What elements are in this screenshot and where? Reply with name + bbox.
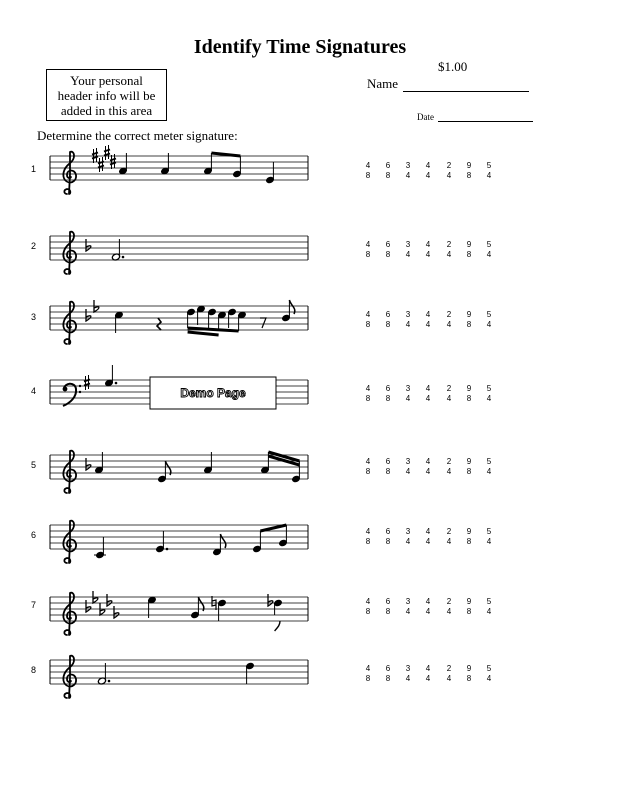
time-signature-denominator: 4 xyxy=(446,467,452,476)
time-signature-numerator: 5 xyxy=(486,457,492,466)
time-signature-option[interactable] xyxy=(443,597,455,617)
time-signature-denominator: 8 xyxy=(466,537,472,546)
time-signature-option[interactable] xyxy=(382,384,394,404)
time-signature-option[interactable] xyxy=(382,664,394,684)
time-signature-numerator: 4 xyxy=(365,161,371,170)
note-icon xyxy=(190,597,203,619)
time-signature-option[interactable] xyxy=(443,664,455,684)
time-signature-option[interactable] xyxy=(463,310,475,330)
time-signature-option[interactable] xyxy=(382,161,394,181)
time-signature-numerator: 6 xyxy=(385,457,391,466)
music-staff xyxy=(50,236,310,262)
header-box-line-1: Your personal xyxy=(70,73,143,88)
time-signature-numerator: 4 xyxy=(365,457,371,466)
time-signature-option[interactable] xyxy=(362,310,374,330)
time-signature-denominator: 4 xyxy=(405,394,411,403)
time-signature-numerator: 5 xyxy=(486,597,492,606)
time-signature-denominator: 8 xyxy=(385,467,391,476)
time-signature-numerator: 5 xyxy=(486,384,492,393)
time-signature-denominator: 4 xyxy=(486,607,492,616)
time-signature-denominator: 4 xyxy=(405,320,411,329)
time-signature-denominator: 4 xyxy=(446,250,452,259)
time-signature-numerator: 9 xyxy=(466,240,472,249)
instructions: Determine the correct meter signature: xyxy=(37,128,238,143)
question-number: 2 xyxy=(31,241,37,251)
time-signature-numerator: 9 xyxy=(466,161,472,170)
beam xyxy=(188,332,219,335)
question-number: 1 xyxy=(31,164,37,174)
time-signature-option[interactable] xyxy=(402,240,414,260)
note-icon xyxy=(245,662,254,684)
time-signature-numerator: 6 xyxy=(385,384,391,393)
music-staff xyxy=(50,156,310,182)
treble-clef-icon xyxy=(63,302,76,344)
note-icon xyxy=(104,365,117,387)
music-staff xyxy=(50,597,310,623)
time-signature-option[interactable] xyxy=(443,384,455,404)
time-signature-numerator: 2 xyxy=(446,384,452,393)
treble-clef-icon xyxy=(63,152,76,194)
time-signature-numerator: 4 xyxy=(425,310,431,319)
demo-page-label: Demo Page xyxy=(180,386,246,400)
time-signature-choices xyxy=(362,240,498,262)
date-field xyxy=(417,111,533,122)
time-signature-denominator: 8 xyxy=(466,171,472,180)
time-signature-numerator: 3 xyxy=(405,597,411,606)
time-signature-numerator: 6 xyxy=(385,664,391,673)
note-icon xyxy=(237,311,246,331)
time-signature-numerator: 4 xyxy=(365,310,371,319)
time-signature-option[interactable] xyxy=(382,527,394,547)
time-signature-option[interactable] xyxy=(362,384,374,404)
time-signature-option[interactable] xyxy=(483,597,495,617)
time-signature-denominator: 4 xyxy=(486,394,492,403)
time-signature-option[interactable] xyxy=(362,161,374,181)
time-signature-option[interactable] xyxy=(443,310,455,330)
time-signature-numerator: 4 xyxy=(425,384,431,393)
note-icon xyxy=(232,156,241,178)
note-icon xyxy=(278,525,287,547)
time-signature-denominator: 4 xyxy=(425,607,431,616)
time-signature-numerator: 5 xyxy=(486,310,492,319)
time-signature-numerator: 6 xyxy=(385,240,391,249)
time-signature-option[interactable] xyxy=(382,310,394,330)
question-number: 7 xyxy=(31,600,37,610)
time-signature-option[interactable] xyxy=(463,161,475,181)
note-icon xyxy=(217,599,226,621)
time-signature-numerator: 5 xyxy=(486,161,492,170)
time-signature-denominator: 8 xyxy=(365,674,371,683)
time-signature-option[interactable] xyxy=(422,310,434,330)
time-signature-numerator: 5 xyxy=(486,240,492,249)
time-signature-numerator: 5 xyxy=(486,527,492,536)
beam xyxy=(211,153,240,156)
time-signature-numerator: 4 xyxy=(425,664,431,673)
flat-sign-icon xyxy=(268,594,273,606)
time-signature-numerator: 6 xyxy=(385,527,391,536)
flat-sign-icon xyxy=(86,458,91,470)
note-icon xyxy=(265,162,274,184)
time-signature-numerator: 6 xyxy=(385,597,391,606)
time-signature-denominator: 4 xyxy=(425,250,431,259)
time-signature-numerator: 4 xyxy=(425,457,431,466)
time-signature-denominator: 4 xyxy=(486,537,492,546)
time-signature-denominator: 4 xyxy=(405,674,411,683)
time-signature-numerator: 3 xyxy=(405,527,411,536)
time-signature-denominator: 8 xyxy=(365,250,371,259)
time-signature-denominator: 4 xyxy=(446,320,452,329)
time-signature-denominator: 4 xyxy=(425,674,431,683)
time-signature-numerator: 4 xyxy=(425,161,431,170)
time-signature-option[interactable] xyxy=(382,597,394,617)
music-staff xyxy=(50,380,310,406)
demo-page-stamp xyxy=(150,377,276,409)
time-signature-denominator: 8 xyxy=(385,674,391,683)
flag xyxy=(275,621,280,631)
time-signature-numerator: 2 xyxy=(446,161,452,170)
time-signature-option[interactable] xyxy=(362,240,374,260)
time-signature-denominator: 8 xyxy=(365,467,371,476)
flat-sign-icon xyxy=(86,309,91,321)
bass-clef-icon xyxy=(63,384,82,406)
time-signature-option[interactable] xyxy=(422,384,434,404)
time-signature-numerator: 9 xyxy=(466,384,472,393)
header-box-line-2: header info will be xyxy=(57,88,156,103)
time-signature-numerator: 3 xyxy=(405,310,411,319)
time-signature-numerator: 2 xyxy=(446,310,452,319)
question-number: 3 xyxy=(31,312,37,322)
header-box-line-3: added in this area xyxy=(60,103,153,118)
time-signature-numerator: 4 xyxy=(365,240,371,249)
time-signature-option[interactable] xyxy=(422,161,434,181)
time-signature-denominator: 8 xyxy=(385,171,391,180)
time-signature-numerator: 5 xyxy=(486,664,492,673)
beam xyxy=(188,328,239,331)
time-signature-choices xyxy=(362,384,498,406)
question-number: 6 xyxy=(31,530,37,540)
flat-sign-icon xyxy=(86,239,91,251)
time-signature-denominator: 8 xyxy=(365,320,371,329)
time-signature-denominator: 4 xyxy=(425,320,431,329)
note-icon xyxy=(95,537,104,559)
time-signature-option[interactable] xyxy=(422,457,434,477)
note-icon xyxy=(155,531,168,553)
worksheet-title: Identify Time Signatures xyxy=(193,36,407,58)
time-signature-choices xyxy=(362,161,498,183)
time-signature-choices xyxy=(362,310,498,332)
time-signature-numerator: 3 xyxy=(405,457,411,466)
time-signature-option[interactable] xyxy=(402,161,414,181)
time-signature-choices xyxy=(362,664,498,686)
music-staff xyxy=(50,306,310,332)
time-signature-numerator: 4 xyxy=(425,527,431,536)
note-icon xyxy=(273,599,282,615)
date-label: Date xyxy=(417,112,434,122)
time-signature-denominator: 4 xyxy=(486,171,492,180)
time-signature-option[interactable] xyxy=(382,457,394,477)
time-signature-denominator: 8 xyxy=(385,537,391,546)
time-signature-denominator: 8 xyxy=(385,607,391,616)
note-icon xyxy=(281,300,294,322)
time-signature-option[interactable] xyxy=(402,597,414,617)
question-number: 5 xyxy=(31,460,37,470)
time-signature-option[interactable] xyxy=(402,384,414,404)
time-signature-numerator: 9 xyxy=(466,310,472,319)
time-signature-denominator: 4 xyxy=(446,394,452,403)
time-signature-option[interactable] xyxy=(362,597,374,617)
flat-sign-icon xyxy=(114,606,119,618)
time-signature-denominator: 8 xyxy=(365,394,371,403)
time-signature-denominator: 4 xyxy=(405,537,411,546)
time-signature-option[interactable] xyxy=(362,457,374,477)
time-signature-option[interactable] xyxy=(443,161,455,181)
time-signature-option[interactable] xyxy=(402,457,414,477)
treble-clef-icon xyxy=(63,451,76,493)
time-signature-numerator: 9 xyxy=(466,457,472,466)
time-signature-denominator: 4 xyxy=(405,250,411,259)
time-signature-option[interactable] xyxy=(463,384,475,404)
time-signature-option[interactable] xyxy=(483,457,495,477)
time-signature-numerator: 9 xyxy=(466,597,472,606)
time-signature-denominator: 8 xyxy=(466,394,472,403)
time-signature-option[interactable] xyxy=(483,664,495,684)
time-signature-denominator: 4 xyxy=(486,320,492,329)
time-signature-denominator: 8 xyxy=(466,607,472,616)
sharp-sign-icon xyxy=(84,375,90,390)
time-signature-option[interactable] xyxy=(382,240,394,260)
time-signature-numerator: 6 xyxy=(385,310,391,319)
time-signature-numerator: 2 xyxy=(446,457,452,466)
time-signature-numerator: 4 xyxy=(365,384,371,393)
time-signature-numerator: 2 xyxy=(446,240,452,249)
eighth-rest-icon xyxy=(260,318,266,328)
time-signature-denominator: 4 xyxy=(425,394,431,403)
time-signature-choices xyxy=(362,457,498,479)
time-signature-option[interactable] xyxy=(463,240,475,260)
music-staff xyxy=(50,455,310,481)
time-signature-option[interactable] xyxy=(463,457,475,477)
time-signature-option[interactable] xyxy=(402,664,414,684)
time-signature-denominator: 4 xyxy=(405,171,411,180)
time-signature-denominator: 8 xyxy=(365,171,371,180)
time-signature-numerator: 9 xyxy=(466,527,472,536)
name-blank-line[interactable] xyxy=(403,78,529,92)
time-signature-choices xyxy=(362,527,498,549)
time-signature-denominator: 4 xyxy=(446,537,452,546)
time-signature-denominator: 8 xyxy=(466,467,472,476)
music-staff xyxy=(50,525,310,551)
note-icon xyxy=(196,305,205,325)
time-signature-denominator: 4 xyxy=(486,674,492,683)
time-signature-option[interactable] xyxy=(443,457,455,477)
music-staff xyxy=(50,660,310,686)
time-signature-numerator: 2 xyxy=(446,527,452,536)
time-signature-numerator: 3 xyxy=(405,161,411,170)
time-signature-option[interactable] xyxy=(483,310,495,330)
time-signature-denominator: 4 xyxy=(486,250,492,259)
time-signature-numerator: 3 xyxy=(405,240,411,249)
time-signature-denominator: 8 xyxy=(385,320,391,329)
time-signature-numerator: 9 xyxy=(466,664,472,673)
time-signature-denominator: 4 xyxy=(425,537,431,546)
treble-clef-icon xyxy=(63,521,76,563)
sharp-sign-icon xyxy=(98,157,104,172)
time-signature-numerator: 4 xyxy=(365,527,371,536)
time-signature-option[interactable] xyxy=(463,664,475,684)
note-icon xyxy=(217,311,226,331)
time-signature-denominator: 4 xyxy=(446,607,452,616)
time-signature-option[interactable] xyxy=(483,161,495,181)
time-signature-denominator: 4 xyxy=(405,607,411,616)
time-signature-denominator: 4 xyxy=(446,171,452,180)
treble-clef-icon xyxy=(63,656,76,698)
time-signature-numerator: 4 xyxy=(365,597,371,606)
flat-sign-icon xyxy=(107,594,112,606)
time-signature-option[interactable] xyxy=(402,527,414,547)
flat-sign-icon xyxy=(86,600,91,612)
note-icon xyxy=(252,531,261,553)
time-signature-option[interactable] xyxy=(443,240,455,260)
time-signature-option[interactable] xyxy=(402,310,414,330)
time-signature-option[interactable] xyxy=(463,527,475,547)
time-signature-numerator: 2 xyxy=(446,597,452,606)
name-field xyxy=(367,76,529,92)
time-signature-denominator: 4 xyxy=(425,467,431,476)
time-signature-option[interactable] xyxy=(483,240,495,260)
time-signature-denominator: 4 xyxy=(425,171,431,180)
personal-header-box xyxy=(46,69,167,121)
time-signature-option[interactable] xyxy=(463,597,475,617)
time-signature-denominator: 4 xyxy=(446,674,452,683)
time-signature-denominator: 4 xyxy=(486,467,492,476)
question-number: 8 xyxy=(31,665,37,675)
beam xyxy=(260,525,286,531)
time-signature-denominator: 8 xyxy=(466,674,472,683)
time-signature-denominator: 8 xyxy=(385,250,391,259)
name-label: Name xyxy=(367,76,399,91)
treble-clef-icon xyxy=(63,232,76,274)
note-icon xyxy=(157,461,170,483)
time-signature-option[interactable] xyxy=(483,527,495,547)
time-signature-numerator: 3 xyxy=(405,664,411,673)
time-signature-numerator: 4 xyxy=(365,664,371,673)
time-signature-numerator: 4 xyxy=(425,597,431,606)
time-signature-denominator: 8 xyxy=(466,320,472,329)
question-number: 4 xyxy=(31,386,37,396)
time-signature-option[interactable] xyxy=(422,240,434,260)
time-signature-denominator: 4 xyxy=(405,467,411,476)
time-signature-option[interactable] xyxy=(422,664,434,684)
sharp-sign-icon xyxy=(104,145,110,160)
time-signature-numerator: 4 xyxy=(425,240,431,249)
sharp-sign-icon xyxy=(92,148,98,163)
time-signature-denominator: 8 xyxy=(365,607,371,616)
date-blank-line[interactable] xyxy=(438,111,533,122)
time-signature-option[interactable] xyxy=(362,664,374,684)
time-signature-denominator: 8 xyxy=(466,250,472,259)
time-signature-numerator: 6 xyxy=(385,161,391,170)
time-signature-option[interactable] xyxy=(362,527,374,547)
treble-clef-icon xyxy=(63,593,76,635)
price-label: $1.00 xyxy=(438,59,468,74)
time-signature-denominator: 8 xyxy=(365,537,371,546)
time-signature-option[interactable] xyxy=(422,597,434,617)
time-signature-choices xyxy=(362,597,498,619)
time-signature-numerator: 2 xyxy=(446,664,452,673)
time-signature-denominator: 8 xyxy=(385,394,391,403)
time-signature-option[interactable] xyxy=(443,527,455,547)
time-signature-numerator: 3 xyxy=(405,384,411,393)
time-signature-option[interactable] xyxy=(422,527,434,547)
time-signature-option[interactable] xyxy=(483,384,495,404)
